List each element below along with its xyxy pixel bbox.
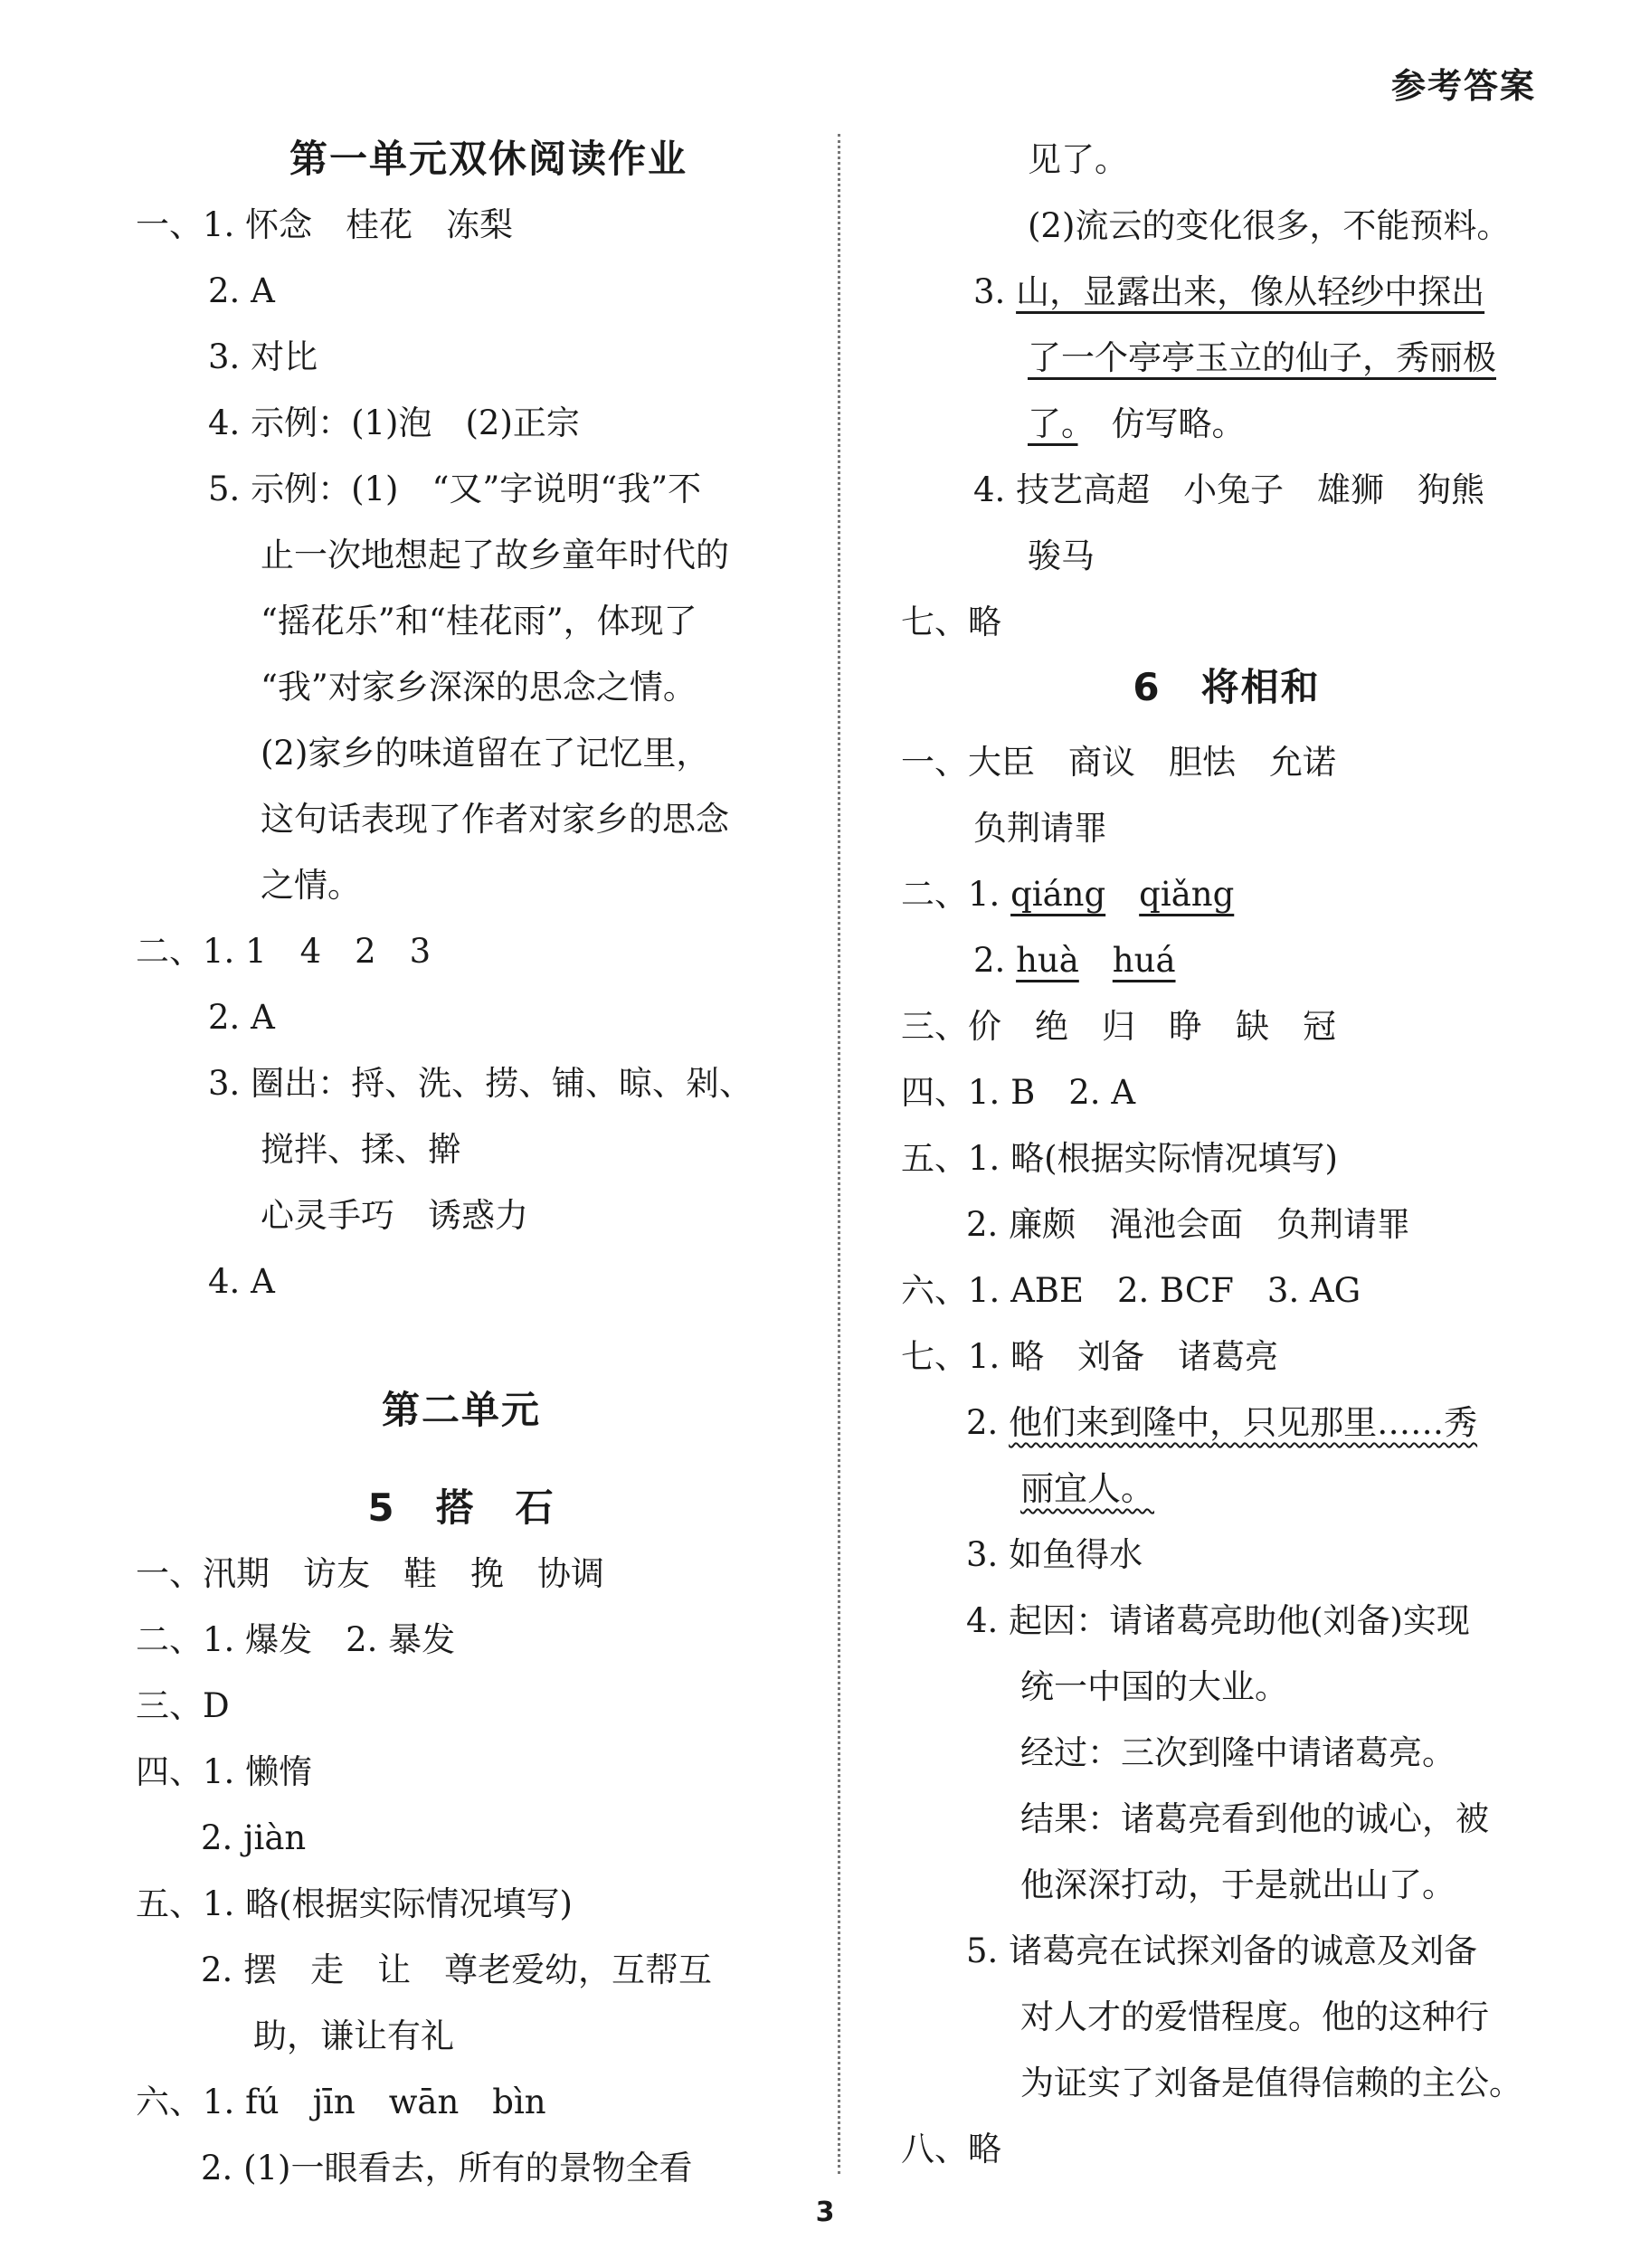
answer-line: 2. jiàn [201,1818,307,1857]
answer-line: 5. 示例：(1) “又”字说明“我”不 [208,470,702,508]
unit2-title: 第二单元 [381,1388,541,1432]
underlined-sentence: 山，显露出来，像从轻纱中探出 [1016,272,1485,311]
answer-line: 三、D [136,1686,230,1725]
answer-line: 助，谦让有礼 [253,2017,454,2055]
wavy-underlined-sentence: 他们来到隆中，只见那里……秀 [1009,1403,1478,1442]
left-column [136,127,787,2201]
answer-line: 这句话表现了作者对家乡的思念 [261,800,729,839]
q3-note: 仿写略。 [1077,404,1246,443]
answer-line: 结果：诸葛亮看到他的诚心，被 [1020,1799,1489,1838]
answer-line: 5. 诸葛亮在试探刘备的诚意及刘备 [966,1931,1478,1970]
answer-line: 2. (1)一眼看去，所有的景物全看 [201,2149,693,2187]
answer-line: 4. A [208,1262,275,1301]
underlined-sentence: 了。 [1028,404,1078,443]
answer-line: 心灵手巧 诱惑力 [261,1196,528,1235]
answer-line: 四、1. B 2. A [901,1073,1136,1112]
answer-line: 二、1. 爆发 2. 暴发 [136,1620,456,1659]
answer-line: 为证实了刘备是值得信赖的主公。 [1020,2064,1522,2102]
lesson6-title: 6 将相和 [1133,665,1321,709]
answer-line: 2. 摆 走 让 尊老爱幼，互帮互 [201,1950,713,1989]
answer-line [901,325,1552,391]
answer-line [901,1456,1552,1522]
answer-line: 3. 圈出：捋、洗、捞、铺、晾、剁、 [208,1064,754,1103]
answer-line: 四、1. 懒惰 [136,1752,313,1791]
page-number: 3 [815,2197,835,2228]
header-label: 参考答案 [1390,66,1536,106]
answer-line: 六、1. ABE 2. BCF 3. AG [901,1271,1361,1310]
right-column [901,127,1552,2182]
answer-line: “我”对家乡深深的思念之情。 [261,668,697,707]
answer-line: “摇花乐”和“桂花雨”，体现了 [261,602,697,641]
spacer [901,720,1552,729]
lesson5-title: 5 搭 石 [367,1485,555,1530]
answer-line: 七、略 [901,603,1001,641]
answer-line: 五、1. 略(根据实际情况填写) [901,1139,1338,1178]
answer-line: 骏马 [1028,536,1095,575]
answer-line: 2. A [208,271,275,310]
answer-line: 止一次地想起了故乡童年时代的 [261,536,729,574]
answer-line: 2. A [208,998,275,1037]
answer-line: 负荆请罪 [973,809,1107,848]
answer-line: 之情。 [261,866,361,905]
answer-line [901,927,1552,993]
unit1-title: 第一单元双休阅读作业 [289,137,688,181]
column-divider [838,134,840,2174]
answer-line: 三、价 绝 归 睁 缺 冠 [901,1007,1336,1046]
answer-line: 六、1. fú jīn wān bìn [136,2083,546,2121]
answer-line [901,861,1552,927]
answer-line: (2)家乡的味道留在了记忆里， [261,734,710,773]
answer-line: 他深深打动，于是就出山了。 [1020,1865,1456,1904]
answer-line: 一、大臣 商议 胆怯 允诺 [901,743,1336,782]
answer-line: 4. 示例：(1)泡 (2)正宗 [208,403,580,442]
answer-line: 七、1. 略 刘备 诸葛亮 [901,1337,1279,1376]
answer-line: 一、1. 怀念 桂花 冻梨 [136,205,514,244]
answer-line: 统一中国的大业。 [1020,1667,1288,1706]
answer-line: 3. 如鱼得水 [966,1535,1143,1574]
answer-line: 一、汛期 访友 鞋 挽 协调 [136,1554,604,1593]
answer-line [901,391,1552,457]
answer-line: 3. 对比 [208,337,318,376]
answer-line: 五、1. 略(根据实际情况填写) [136,1884,573,1923]
underlined-sentence: 了一个亭亭玉立的仙子，秀丽极 [1028,338,1496,377]
answer-line: 对人才的爱惜程度。他的这种行 [1020,1998,1489,2036]
answer-line [901,259,1552,325]
answer-line: 二、1. 1 4 2 3 [136,932,431,971]
answer-line: 4. 起因：请诸葛亮助他(刘备)实现 [966,1601,1470,1640]
wavy-underlined-sentence: 丽宜人。 [1020,1469,1154,1508]
q-prefix: 2. [973,941,1017,980]
answer-line: 2. 廉颇 渑池会面 负荆请罪 [966,1205,1411,1244]
pinyin-answer: qiáng [1010,875,1106,914]
pinyin-answer: huá [1112,941,1176,980]
answer-line: 4. 技艺高超 小兔子 雄狮 狗熊 [973,470,1485,509]
pinyin-answer: huà [1016,941,1079,980]
q3-prefix: 3. [973,272,1017,311]
answer-line: 见了。 [1028,140,1128,179]
answer-line: 搅拌、揉、擀 [261,1130,461,1169]
q-prefix: 二、1. [901,875,1011,914]
pinyin-answer: qiǎng [1139,875,1235,914]
answer-line: (2)流云的变化很多，不能预料。 [1028,206,1511,245]
spacer [136,1443,787,1476]
answer-line: 经过：三次到隆中请诸葛亮。 [1020,1733,1456,1772]
answer-line [901,1390,1552,1456]
spacer [136,1314,787,1378]
q-prefix: 2. [966,1403,1010,1442]
answer-line: 八、略 [901,2130,1001,2168]
